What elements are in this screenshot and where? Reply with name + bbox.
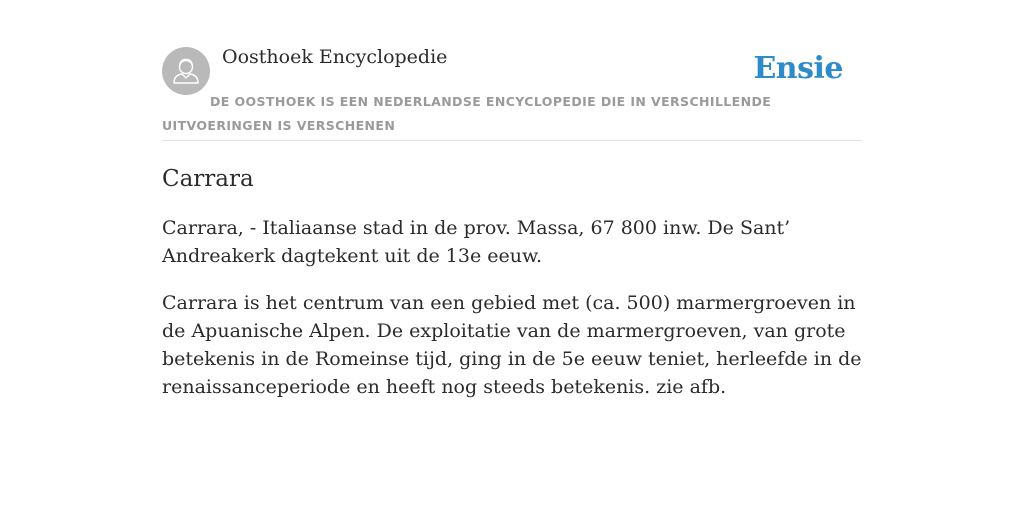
article — [162, 162, 862, 401]
ensie-logo[interactable]: Ensie — [753, 51, 843, 86]
source-header — [162, 45, 862, 141]
article-paragraph: Carrara is het centrum van een gebied met (ca. 500) marmergroeven in de Apuanische Alpen. De exploitatie van de marmergroeven, van grote betekenis in de Romeinse tijd, ging in de 5e eeuw teniet, herleefde in de renaissanceperiode en heeft nog steeds betekenis. zie afb. — [162, 292, 862, 398]
source-avatar[interactable] — [162, 47, 210, 95]
source-tagline: DE OOSTHOEK IS EEN NEDERLANDSE ENCYCLOPEDIE DIE IN VERSCHILLENDE UITVOERINGEN IS VERSCHENEN — [162, 94, 772, 133]
article-paragraph: Carrara, - Italiaanse stad in de prov. Massa, 67 800 inw. De Sant’ Andreakerk dagtekent uit de 13e eeuw. — [162, 217, 791, 267]
source-name-link[interactable]: Oosthoek Encyclopedie — [222, 46, 448, 68]
article-title: Carrara — [162, 166, 254, 192]
user-icon — [162, 47, 210, 95]
